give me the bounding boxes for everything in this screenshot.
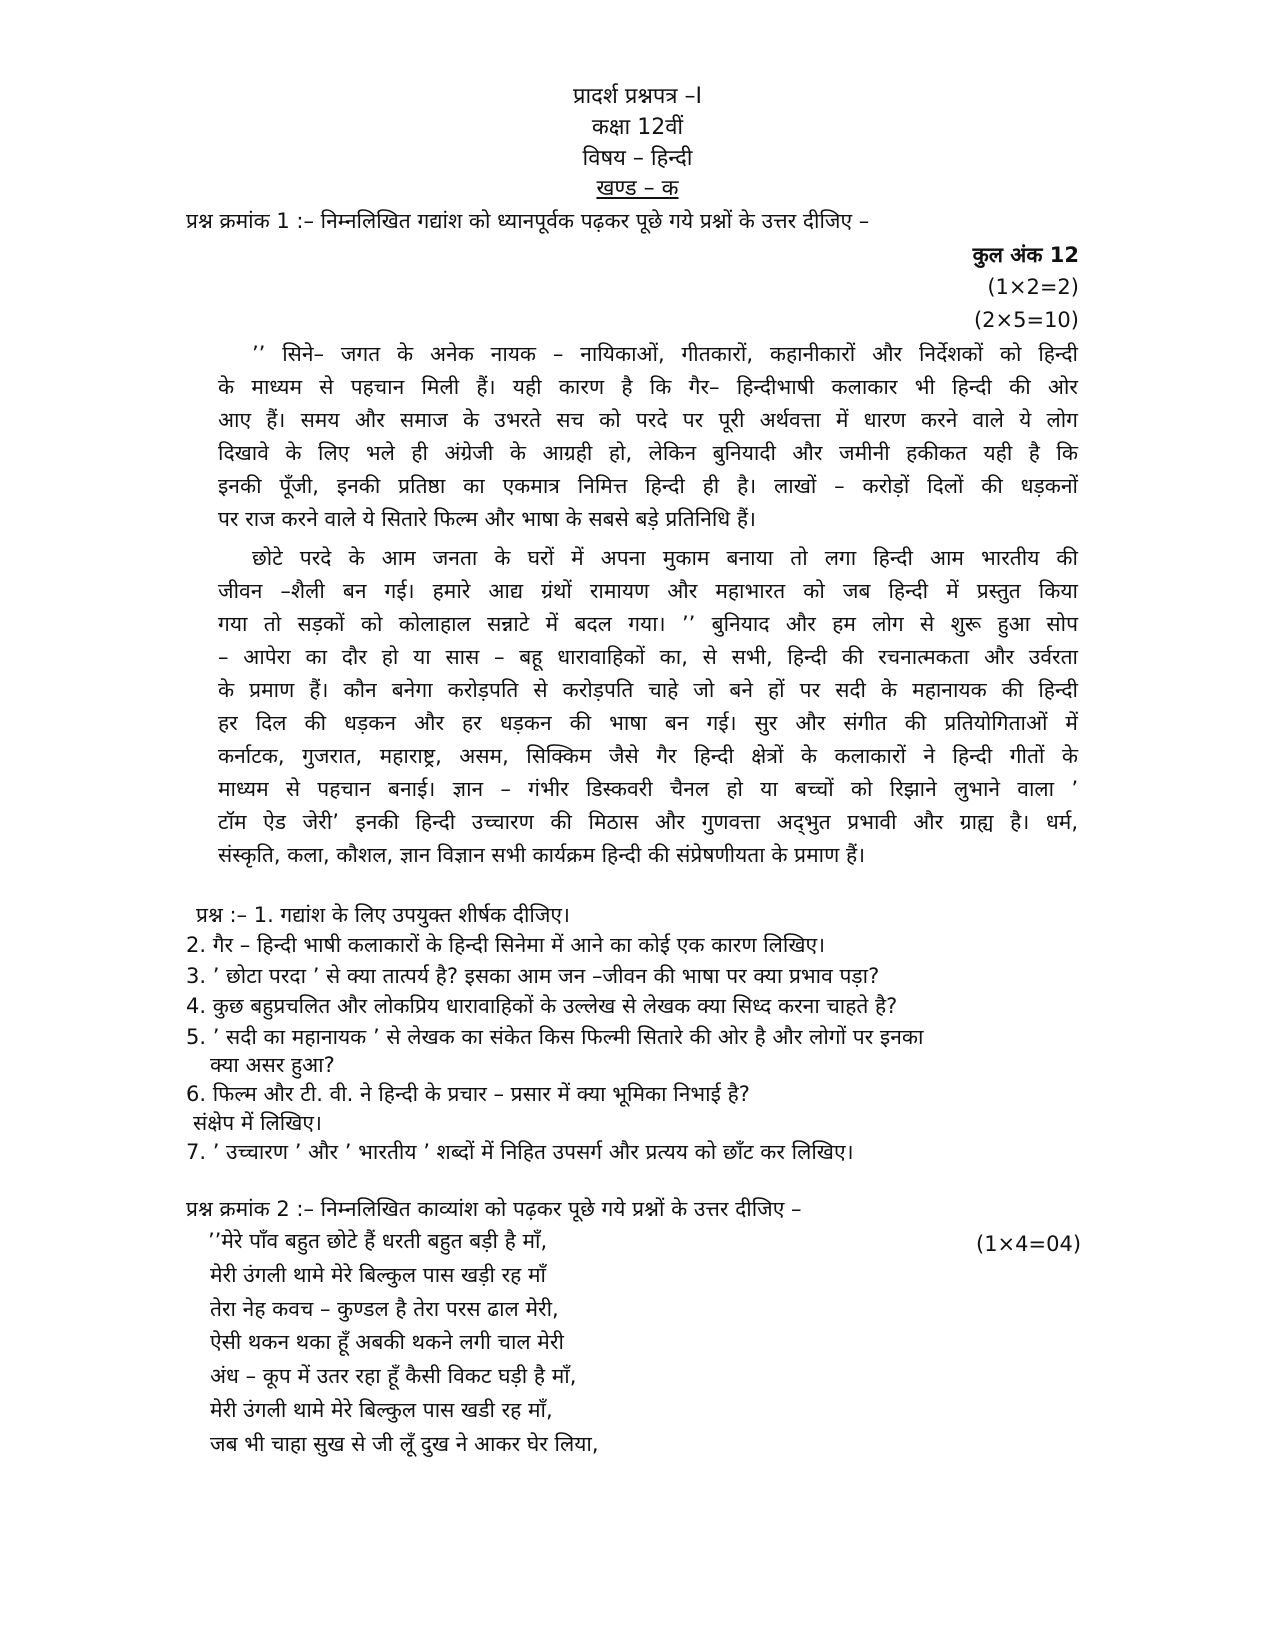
poem-line: ऐसी थकन थका हूँ अबकी थकने लगी चाल मेरी <box>210 1330 564 1354</box>
poem-line: अंध – कूप में उतर रहा हूँ कैसी विकट घड़ी है माँ, <box>210 1364 577 1388</box>
q2-marks: (1×4=04) <box>976 1232 1082 1256</box>
question-item: क्या असर हुआ? <box>210 1053 335 1077</box>
passage-line: छोटे परदे के आम जनता के घरों में अपना मुकाम बनाया तो लगा हिन्दी आम भारतीय की <box>252 546 1078 570</box>
passage-line: संस्कृति, कला, कौशल, ज्ञान विज्ञान सभी कार्यक्रम हिन्दी की संप्रेषणीयता के प्रमाण हैं। <box>218 843 866 867</box>
class-label: कक्षा 12वीं <box>591 115 684 140</box>
question-item: 6. फिल्म और टी. वी. ने हिन्दी के प्रचार – प्रसार में क्या भूमिका निभाई है? <box>186 1082 750 1106</box>
section-label: खण्ड – क <box>596 176 679 201</box>
question-item: 2. गैर – हिन्दी भाषी कलाकारों के हिन्दी सिनेमा में आने का कोई एक कारण लिखिए। <box>186 933 826 957</box>
passage-line: दिखावे के लिए भले ही अंग्रेजी के आग्रही हो, लेकिन बुनियादी और जमीनी हकीकत यही है कि <box>218 441 1078 465</box>
passage-line: – आपेरा का दौर हो या सास – बहू धारावाहिकों का, से सभी, हिन्दी की रचनात्मकता और उर्वरता <box>218 645 1078 669</box>
subject-label: विषय – हिन्दी <box>582 146 693 171</box>
paper-title: प्रादर्श प्रश्नपत्र –I <box>572 84 703 109</box>
passage-line: इनकी पूँजी, इनकी प्रतिष्ठा का एकमात्र निमित्त हिन्दी ही है। लाखों – करोड़ों दिलों की धड़कनों <box>218 474 1078 498</box>
poem-line: तेरा नेह कवच – कुण्डल है तेरा परस ढाल मेरी, <box>210 1297 559 1321</box>
q1-instruction: प्रश्न क्रमांक 1 :– निम्नलिखित गद्यांश को ध्यानपूर्वक पढ़कर पूछे गये प्रश्नों के उत्तर दीजिए – <box>186 209 870 233</box>
marks-a: (1×2=2) <box>987 275 1079 299</box>
passage-line: आए हैं। समय और समाज के उभरते सच को परदे पर पूरी अर्थवत्ता में धारण करने वाले ये लोग <box>218 408 1078 432</box>
passage-line: टॉम ऐड जेरी’ इनकी हिन्दी उच्चारण की मिठास और गुणवत्ता अद्‌भुत प्रभावी और ग्राह्य है। धर्म, <box>218 810 1078 834</box>
passage-line: गया तो सड़कों को कोलाहाल सन्नाटे में बदल गया। ’’ बुनियाद और हम लोग से शुरू हुआ सोप <box>218 612 1078 636</box>
total-marks: कुल अंक 12 <box>972 243 1079 267</box>
question-item: 3. ’ छोटा परदा ’ से क्या तात्पर्य है? इसका आम जन –जीवन की भाषा पर क्या प्रभाव पड़ा? <box>186 964 880 988</box>
passage-line: हर दिल की धड़कन और हर धड़कन की भाषा बन गई। सुर और संगीत की प्रतियोगिताओं में <box>218 711 1078 735</box>
question-item: प्रश्न :– 1. गद्यांश के लिए उपयुक्त शीर्षक दीजिए। <box>196 903 571 927</box>
passage-line: माध्यम से पहचान बनाई। ज्ञान – गंभीर डिस्कवरी चैनल हो या बच्चों को रिझाने लुभाने वाला ’ <box>218 777 1078 801</box>
passage-line: कर्नाटक, गुजरात, महाराष्ट्र, असम, सिक्किम जैसे गैर हिन्दी क्षेत्रों के कलाकारों ने हिन्दी गीतों के <box>218 744 1078 768</box>
marks-b: (2×5=10) <box>973 308 1079 332</box>
passage-line: पर राज करने वाले ये सितारे फिल्म और भाषा के सबसे बड़े प्रतिनिधि हैं। <box>218 507 757 531</box>
passage-line: ’’ सिने– जगत के अनेक नायक – नायिकाओं, गीतकारों, कहानीकारों और निर्देशकों को हिन्दी <box>252 342 1078 366</box>
poem-line: मेरी उंगली थामे मेरे बिल्कुल पास खडी रह माँ, <box>210 1398 553 1422</box>
question-item: 4. कुछ बहुप्रचलित और लोकप्रिय धारावाहिकों के उल्लेख से लेखक क्या सिध्द करना चाहते है? <box>186 994 898 1018</box>
passage-line: के प्रमाण हैं। कौन बनेगा करोड़पति से करोड़पति चाहे जो बने हों पर सदी के महानायक की हिन्दी <box>218 678 1078 702</box>
question-item: संक्षेप में लिखिए। <box>193 1111 322 1135</box>
question-item: 5. ’ सदी का महानायक ’ से लेखक का संकेत किस फिल्मी सितारे की ओर है और लोगों पर इनका <box>186 1025 924 1049</box>
passage-line: के माध्यम से पहचान मिली हैं। यही कारण है कि गैर– हिन्दीभाषी कलाकार भी हिन्दी की ओर <box>218 375 1078 399</box>
poem-line: जब भी चाहा सुख से जी लूँ दुख ने आकर घेर लिया, <box>210 1432 599 1456</box>
section-heading <box>0 174 1275 204</box>
passage-line: जीवन –शैली बन गई। हमारे आद्य ग्रंथों रामायण और महाभारत को जब हिन्दी में प्रस्तुत किया <box>218 579 1078 603</box>
poem-line: ’’मेरे पाँव बहुत छोटे हैं धरती बहुत बड़ी है माँ, <box>208 1229 548 1253</box>
q2-instruction: प्रश्न क्रमांक 2 :– निम्नलिखित काव्यांश को पढ़कर पूछे गये प्रश्नों के उत्तर दीजिए – <box>186 1197 802 1221</box>
question-item: 7. ’ उच्चारण ’ और ’ भारतीय ’ शब्दों में निहित उपसर्ग और प्रत्यय को छाँट कर लिखिए। <box>186 1140 854 1164</box>
poem-line: मेरी उंगली थामे मेरे बिल्कुल पास खड़ी रह माँ <box>210 1263 546 1287</box>
